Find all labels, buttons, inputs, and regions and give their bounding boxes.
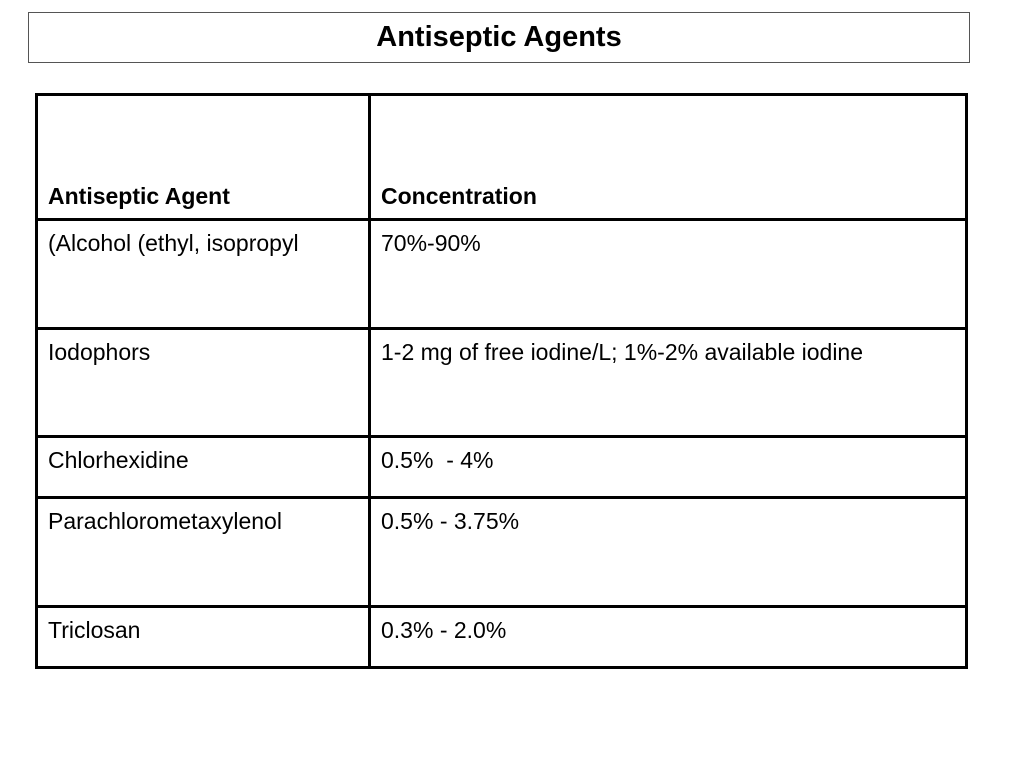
concentration-value: 0.3% - 2.0% xyxy=(381,617,507,643)
concentration-value: 0.5% - 4% xyxy=(381,447,494,473)
slide-title-box xyxy=(28,12,970,63)
agent-cell xyxy=(37,220,370,329)
concentration-cell xyxy=(370,607,967,668)
table-row xyxy=(37,437,967,498)
agent-cell xyxy=(37,607,370,668)
concentration-value: 0.5% - 3.75% xyxy=(381,508,520,534)
agent-name: Iodophors xyxy=(48,339,151,365)
concentration-cell xyxy=(370,220,967,329)
agent-name: Chlorhexidine xyxy=(48,447,189,473)
header-antiseptic-agent: Antiseptic Agent xyxy=(37,95,370,220)
table-row xyxy=(37,607,967,668)
concentration-cell xyxy=(370,498,967,607)
table-row xyxy=(37,329,967,437)
table-row xyxy=(37,220,967,329)
concentration-value: 70%-90% xyxy=(381,230,481,256)
agent-cell xyxy=(37,437,370,498)
table-row xyxy=(37,498,967,607)
agent-name: (Alcohol (ethyl, isopropyl xyxy=(48,230,299,256)
agent-name: Parachlorometaxylenol xyxy=(48,508,282,534)
concentration-cell xyxy=(370,437,967,498)
concentration-value: 1-2 mg of free iodine/L; 1%-2% available iodine xyxy=(381,339,864,365)
slide-title: Antiseptic Agents xyxy=(376,21,622,53)
agent-cell xyxy=(37,498,370,607)
agent-name: Triclosan xyxy=(48,617,141,643)
antiseptic-table xyxy=(35,93,968,669)
concentration-cell xyxy=(370,329,967,437)
agent-cell xyxy=(37,329,370,437)
table-header-row xyxy=(37,95,967,220)
header-concentration: Concentration xyxy=(370,95,967,220)
